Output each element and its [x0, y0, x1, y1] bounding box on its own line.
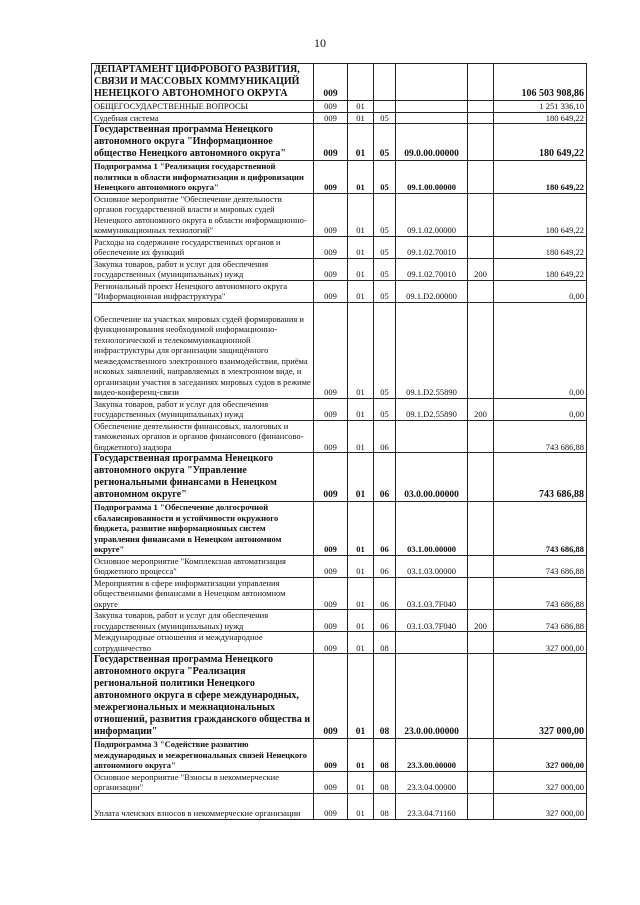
row-name: Мероприятия в сфере информатизации управления общественными финансами в Ненецком автономном округе [92, 577, 314, 610]
row-ministry-code: 009 [314, 398, 348, 420]
row-expense-type [468, 112, 494, 124]
row-name: Основное мероприятие "Обеспечение деятельности органов государственной власти и мировых судей Ненецкого автономного округа в области информационно-коммуникационных технологий" [92, 193, 314, 236]
row-ministry-code: 009 [314, 577, 348, 610]
row-subsection-code: 05 [374, 161, 396, 194]
row-ministry-code: 009 [314, 771, 348, 793]
row-target-article: 09.1.02.70010 [396, 258, 468, 280]
row-ministry-code: 009 [314, 632, 348, 654]
table-row [92, 193, 587, 236]
row-section-code [348, 64, 374, 101]
row-name: Обеспечение на участках мировых судей формирования и функционирования необходимой информационно-технологической и телекоммуникационной инфраструктуры для организации защищённого межведомственного электронного взаимодействия, приёма исковых заявлений, направляемых в электронном виде, и организации участия в заседаниях мировых судов в режиме видео-конференц-связи [92, 302, 314, 398]
row-ministry-code: 009 [314, 453, 348, 502]
row-target-article: 23.0.00.00000 [396, 654, 468, 739]
row-subsection-code: 06 [374, 577, 396, 610]
row-expense-type [468, 101, 494, 113]
row-section-code: 01 [348, 632, 374, 654]
table-row [92, 64, 587, 101]
row-name: Основное мероприятие "Комплексная автоматизация бюджетного процесса" [92, 555, 314, 577]
row-subsection-code: 06 [374, 502, 396, 556]
row-target-article [396, 64, 468, 101]
row-target-article: 03.1.03.7F040 [396, 577, 468, 610]
row-name: Закупка товаров, работ и услуг для обеспечения государственных (муниципальных) нужд [92, 610, 314, 632]
row-name: Закупка товаров, работ и услуг для обеспечения государственных (муниципальных) нужд [92, 398, 314, 420]
row-section-code: 01 [348, 793, 374, 819]
row-subsection-code: 05 [374, 236, 396, 258]
row-section-code: 01 [348, 610, 374, 632]
table-row [92, 161, 587, 194]
row-ministry-code: 009 [314, 193, 348, 236]
row-expense-type [468, 302, 494, 398]
row-expense-type [468, 654, 494, 739]
table-row [92, 632, 587, 654]
row-name: Расходы на содержание государственных органов и обеспечение их функций [92, 236, 314, 258]
row-expense-type [468, 739, 494, 772]
row-ministry-code: 009 [314, 793, 348, 819]
row-amount: 180 649,22 [494, 124, 587, 161]
row-expense-type [468, 280, 494, 302]
row-section-code: 01 [348, 739, 374, 772]
row-name: Подпрограмма 1 "Реализация государственной политики в области информатизации и цифровизации Ненецкого автономного округа" [92, 161, 314, 194]
row-amount: 743 686,88 [494, 610, 587, 632]
row-target-article: 23.3.00.00000 [396, 739, 468, 772]
row-subsection-code [374, 101, 396, 113]
row-expense-type [468, 193, 494, 236]
row-expense-type [468, 64, 494, 101]
row-target-article: 09.1.02.70010 [396, 236, 468, 258]
row-subsection-code: 08 [374, 793, 396, 819]
row-target-article: 09.1.D2.55890 [396, 302, 468, 398]
row-section-code: 01 [348, 236, 374, 258]
row-subsection-code: 06 [374, 453, 396, 502]
row-subsection-code: 05 [374, 398, 396, 420]
row-name: Закупка товаров, работ и услуг для обеспечения государственных (муниципальных) нужд [92, 258, 314, 280]
row-amount: 327 000,00 [494, 654, 587, 739]
table-row [92, 793, 587, 819]
row-ministry-code: 009 [314, 302, 348, 398]
row-amount: 743 686,88 [494, 420, 587, 453]
row-amount: 327 000,00 [494, 793, 587, 819]
row-ministry-code: 009 [314, 502, 348, 556]
row-subsection-code: 08 [374, 654, 396, 739]
row-target-article [396, 112, 468, 124]
table-row [92, 739, 587, 772]
row-name: Государственная программа Ненецкого автономного округа "Управление региональными финансами в Ненецком автономном округе" [92, 453, 314, 502]
table-row [92, 502, 587, 556]
row-expense-type [468, 453, 494, 502]
row-amount: 743 686,88 [494, 502, 587, 556]
row-name: Государственная программа Ненецкого автономного округа "Реализация региональной политики Ненецкого автономного округа в сфере международных, межрегиональных и межнациональных отношений, развития гражданского общества и информации" [92, 654, 314, 739]
row-subsection-code: 05 [374, 258, 396, 280]
row-name: ДЕПАРТАМЕНТ ЦИФРОВОГО РАЗВИТИЯ, СВЯЗИ И МАССОВЫХ КОММУНИКАЦИЙ НЕНЕЦКОГО АВТОНОМНОГО ОКРУГА [92, 64, 314, 101]
row-expense-type [468, 420, 494, 453]
table-row [92, 398, 587, 420]
row-section-code: 01 [348, 280, 374, 302]
row-section-code: 01 [348, 101, 374, 113]
table-row [92, 577, 587, 610]
row-expense-type [468, 632, 494, 654]
row-amount: 0,00 [494, 398, 587, 420]
table-row [92, 453, 587, 502]
row-amount: 327 000,00 [494, 771, 587, 793]
row-target-article: 03.1.03.7F040 [396, 610, 468, 632]
row-expense-type [468, 236, 494, 258]
row-subsection-code: 06 [374, 610, 396, 632]
table-row [92, 654, 587, 739]
row-target-article: 03.1.03.00000 [396, 555, 468, 577]
row-section-code: 01 [348, 258, 374, 280]
row-expense-type: 200 [468, 398, 494, 420]
row-subsection-code: 08 [374, 771, 396, 793]
row-name: Подпрограмма 1 "Обеспечение долгосрочной сбалансированности и устойчивости окружного бюджета, развитие информационных систем управления финансами в Ненецком автономном округе" [92, 502, 314, 556]
row-section-code: 01 [348, 161, 374, 194]
row-amount: 180 649,22 [494, 193, 587, 236]
row-amount: 743 686,88 [494, 577, 587, 610]
row-target-article [396, 101, 468, 113]
row-amount: 180 649,22 [494, 236, 587, 258]
page-number: 10 [314, 36, 326, 50]
row-target-article: 09.0.00.00000 [396, 124, 468, 161]
row-subsection-code: 08 [374, 739, 396, 772]
row-section-code: 01 [348, 555, 374, 577]
table-row [92, 112, 587, 124]
row-amount: 0,00 [494, 302, 587, 398]
row-target-article: 09.1.D2.00000 [396, 280, 468, 302]
row-name: Основное мероприятие "Взносы в некоммерческие организации" [92, 771, 314, 793]
row-expense-type [468, 124, 494, 161]
table-row [92, 236, 587, 258]
row-section-code: 01 [348, 398, 374, 420]
row-name: Международные отношения и международное сотрудничество [92, 632, 314, 654]
row-expense-type: 200 [468, 610, 494, 632]
row-amount: 180 649,22 [494, 258, 587, 280]
row-subsection-code: 05 [374, 112, 396, 124]
row-ministry-code: 009 [314, 280, 348, 302]
row-name: Подпрограмма 3 "Содействие развитию международных и межрегиональных связей Ненецкого автономного округа" [92, 739, 314, 772]
table-row [92, 610, 587, 632]
row-section-code: 01 [348, 124, 374, 161]
row-expense-type [468, 555, 494, 577]
row-section-code: 01 [348, 193, 374, 236]
table-row [92, 258, 587, 280]
row-amount: 180 649,22 [494, 112, 587, 124]
row-subsection-code: 05 [374, 302, 396, 398]
row-section-code: 01 [348, 502, 374, 556]
row-subsection-code: 06 [374, 420, 396, 453]
row-amount: 743 686,88 [494, 555, 587, 577]
row-expense-type [468, 161, 494, 194]
table-row [92, 124, 587, 161]
table-row [92, 771, 587, 793]
table-row [92, 555, 587, 577]
row-subsection-code [374, 64, 396, 101]
row-subsection-code: 06 [374, 555, 396, 577]
row-name: Уплата членских взносов в некоммерческие организации [92, 793, 314, 819]
row-amount: 0,00 [494, 280, 587, 302]
row-ministry-code: 009 [314, 258, 348, 280]
row-section-code: 01 [348, 302, 374, 398]
row-ministry-code: 009 [314, 420, 348, 453]
row-subsection-code: 05 [374, 280, 396, 302]
table-row [92, 302, 587, 398]
table-row [92, 420, 587, 453]
row-ministry-code: 009 [314, 236, 348, 258]
row-target-article: 09.1.00.00000 [396, 161, 468, 194]
row-name: Обеспечение деятельности финансовых, налоговых и таможенных органов и органов финансового (финансово-бюджетного) надзора [92, 420, 314, 453]
row-expense-type [468, 502, 494, 556]
row-expense-type [468, 577, 494, 610]
row-target-article: 03.0.00.00000 [396, 453, 468, 502]
row-section-code: 01 [348, 112, 374, 124]
row-section-code: 01 [348, 577, 374, 610]
row-name: ОБЩЕГОСУДАРСТВЕННЫЕ ВОПРОСЫ [92, 101, 314, 113]
row-section-code: 01 [348, 420, 374, 453]
row-section-code: 01 [348, 654, 374, 739]
row-target-article: 23.3.04.00000 [396, 771, 468, 793]
row-subsection-code: 05 [374, 124, 396, 161]
row-expense-type: 200 [468, 258, 494, 280]
row-name: Государственная программа Ненецкого автономного округа "Информационное общество Ненецкого автономного округа" [92, 124, 314, 161]
row-ministry-code: 009 [314, 739, 348, 772]
table-row [92, 101, 587, 113]
row-amount: 1 251 336,10 [494, 101, 587, 113]
row-ministry-code: 009 [314, 101, 348, 113]
row-amount: 327 000,00 [494, 632, 587, 654]
row-subsection-code: 05 [374, 193, 396, 236]
row-amount: 743 686,88 [494, 453, 587, 502]
row-amount: 180 649,22 [494, 161, 587, 194]
row-name: Судебная система [92, 112, 314, 124]
table-row [92, 280, 587, 302]
row-name: Региональный проект Ненецкого автономного округа "Информационная инфраструктура" [92, 280, 314, 302]
row-target-article: 09.1.02.00000 [396, 193, 468, 236]
row-section-code: 01 [348, 771, 374, 793]
row-subsection-code: 08 [374, 632, 396, 654]
row-ministry-code: 009 [314, 161, 348, 194]
row-ministry-code: 009 [314, 124, 348, 161]
row-ministry-code: 009 [314, 555, 348, 577]
row-ministry-code: 009 [314, 610, 348, 632]
row-amount: 106 503 908,86 [494, 64, 587, 101]
budget-table [91, 63, 587, 820]
row-expense-type [468, 793, 494, 819]
row-amount: 327 000,00 [494, 739, 587, 772]
row-target-article: 09.1.D2.55890 [396, 398, 468, 420]
row-ministry-code: 009 [314, 654, 348, 739]
row-section-code: 01 [348, 453, 374, 502]
row-expense-type [468, 771, 494, 793]
row-target-article [396, 420, 468, 453]
row-ministry-code: 009 [314, 64, 348, 101]
row-target-article: 03.1.00.00000 [396, 502, 468, 556]
row-target-article [396, 632, 468, 654]
row-target-article: 23.3.04.71160 [396, 793, 468, 819]
row-ministry-code: 009 [314, 112, 348, 124]
